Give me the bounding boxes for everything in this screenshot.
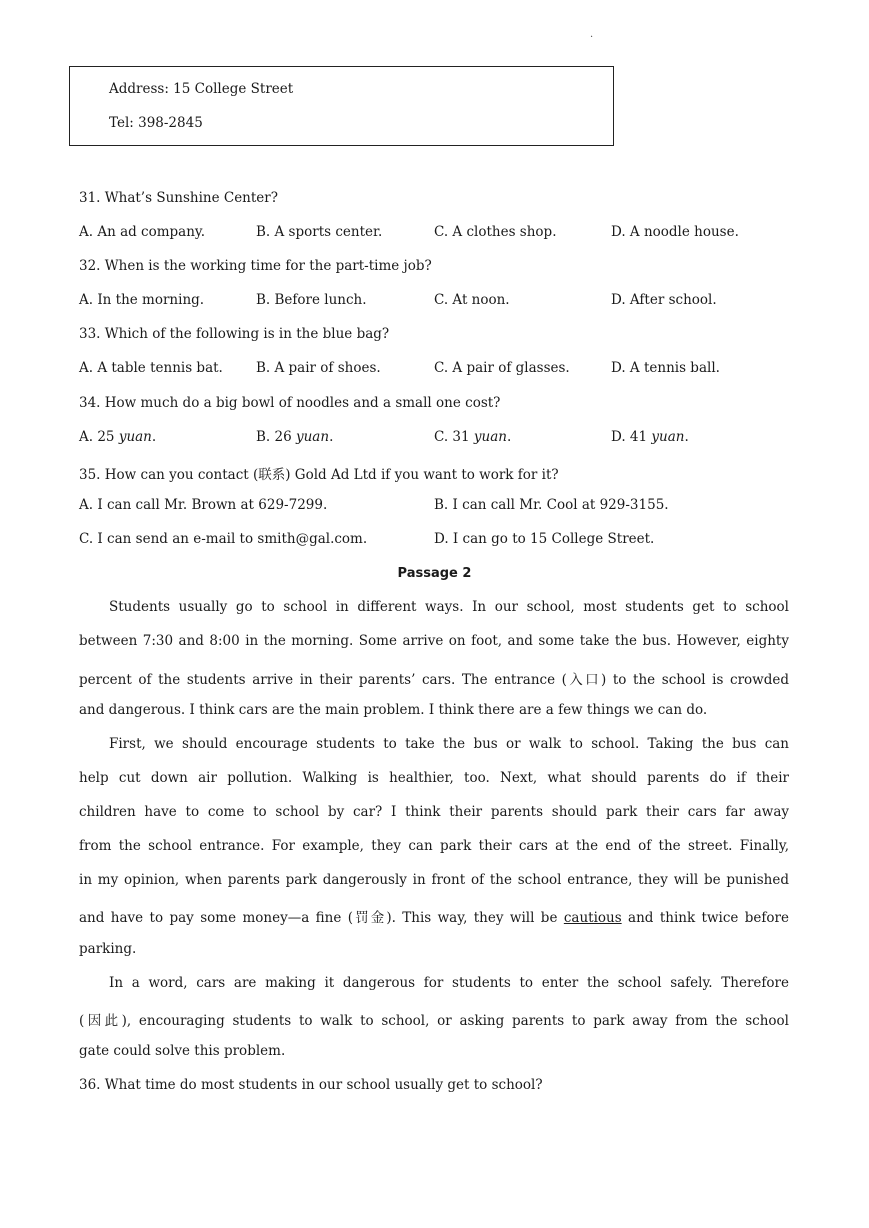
q32-option-a: A. In the morning. — [79, 292, 205, 308]
underlined-word-cautious: cautious — [563, 910, 622, 926]
q35-option-a: A. I can call Mr. Brown at 629-7299. — [79, 497, 328, 513]
q31-option-a: A. An ad company. — [79, 224, 206, 240]
passage-title: Passage 2 — [397, 566, 472, 581]
q35-option-d: D. I can go to 15 College Street. — [434, 531, 655, 547]
q33-option-d: D. A tennis ball. — [611, 360, 720, 376]
q33-option-a: A. A table tennis bat. — [79, 360, 223, 376]
passage-line: and have to pay some money—a fine (罚金). This way, they will be cautious and think twice before — [79, 910, 789, 926]
passage-line: parking. — [79, 941, 137, 957]
question-34: 34. How much do a big bowl of noodles and a small one cost? — [79, 395, 501, 411]
passage-line: children have to come to school by car? I think their parents should park their cars far away — [79, 804, 789, 820]
question-31: 31. What’s Sunshine Center? — [79, 190, 278, 206]
q34-option-a: A. 25 yuan. — [79, 429, 157, 445]
q31-option-b: B. A sports center. — [256, 224, 383, 240]
q33-option-c: C. A pair of glasses. — [434, 360, 570, 376]
passage-line: gate could solve this problem. — [79, 1043, 286, 1059]
q35-option-c: C. I can send an e-mail to smith@gal.com. — [79, 531, 368, 547]
passage-line: In a word, cars are making it dangerous for students to enter the school safely. Therefore — [109, 975, 789, 991]
question-35: 35. How can you contact (联系) Gold Ad Ltd if you want to work for it? — [79, 467, 559, 483]
q31-option-c: C. A clothes shop. — [434, 224, 557, 240]
passage-line: percent of the students arrive in their parents’ cars. The entrance (入口) to the school is crowded — [79, 672, 789, 688]
passage-line: and dangerous. I think cars are the main problem. I think there are a few things we can do. — [79, 702, 708, 718]
passage-line: between 7:30 and 8:00 in the morning. Some arrive on foot, and some take the bus. However, eighty — [79, 633, 789, 649]
passage-line: from the school entrance. For example, they can park their cars at the end of the street. Finally, — [79, 838, 789, 854]
q35-option-b: B. I can call Mr. Cool at 929-3155. — [434, 497, 669, 513]
q32-option-d: D. After school. — [611, 292, 717, 308]
q34-option-c: C. 31 yuan. — [434, 429, 512, 445]
q34-option-d: D. 41 yuan. — [611, 429, 689, 445]
q34-option-b: B. 26 yuan. — [256, 429, 334, 445]
address-line: Address: 15 College Street — [109, 81, 294, 97]
passage-line: in my opinion, when parents park dangerously in front of the school entrance, they will be punished — [79, 872, 789, 888]
tel-line: Tel: 398-2845 — [109, 115, 203, 131]
page-dot: · — [590, 32, 594, 43]
contact-box — [69, 66, 614, 146]
q32-option-b: B. Before lunch. — [256, 292, 367, 308]
passage-line: Students usually go to school in different ways. In our school, most students get to school — [109, 599, 789, 615]
passage-line: help cut down air pollution. Walking is healthier, too. Next, what should parents do if their — [79, 770, 789, 786]
q32-option-c: C. At noon. — [434, 292, 510, 308]
passage-line: (因此), encouraging students to walk to school, or asking parents to park away from the school — [79, 1013, 789, 1029]
q33-option-b: B. A pair of shoes. — [256, 360, 381, 376]
passage-line: First, we should encourage students to take the bus or walk to school. Taking the bus can — [109, 736, 789, 752]
question-32: 32. When is the working time for the part-time job? — [79, 258, 432, 274]
q31-option-d: D. A noodle house. — [611, 224, 739, 240]
question-36: 36. What time do most students in our school usually get to school? — [79, 1077, 543, 1093]
question-33: 33. Which of the following is in the blue bag? — [79, 326, 390, 342]
